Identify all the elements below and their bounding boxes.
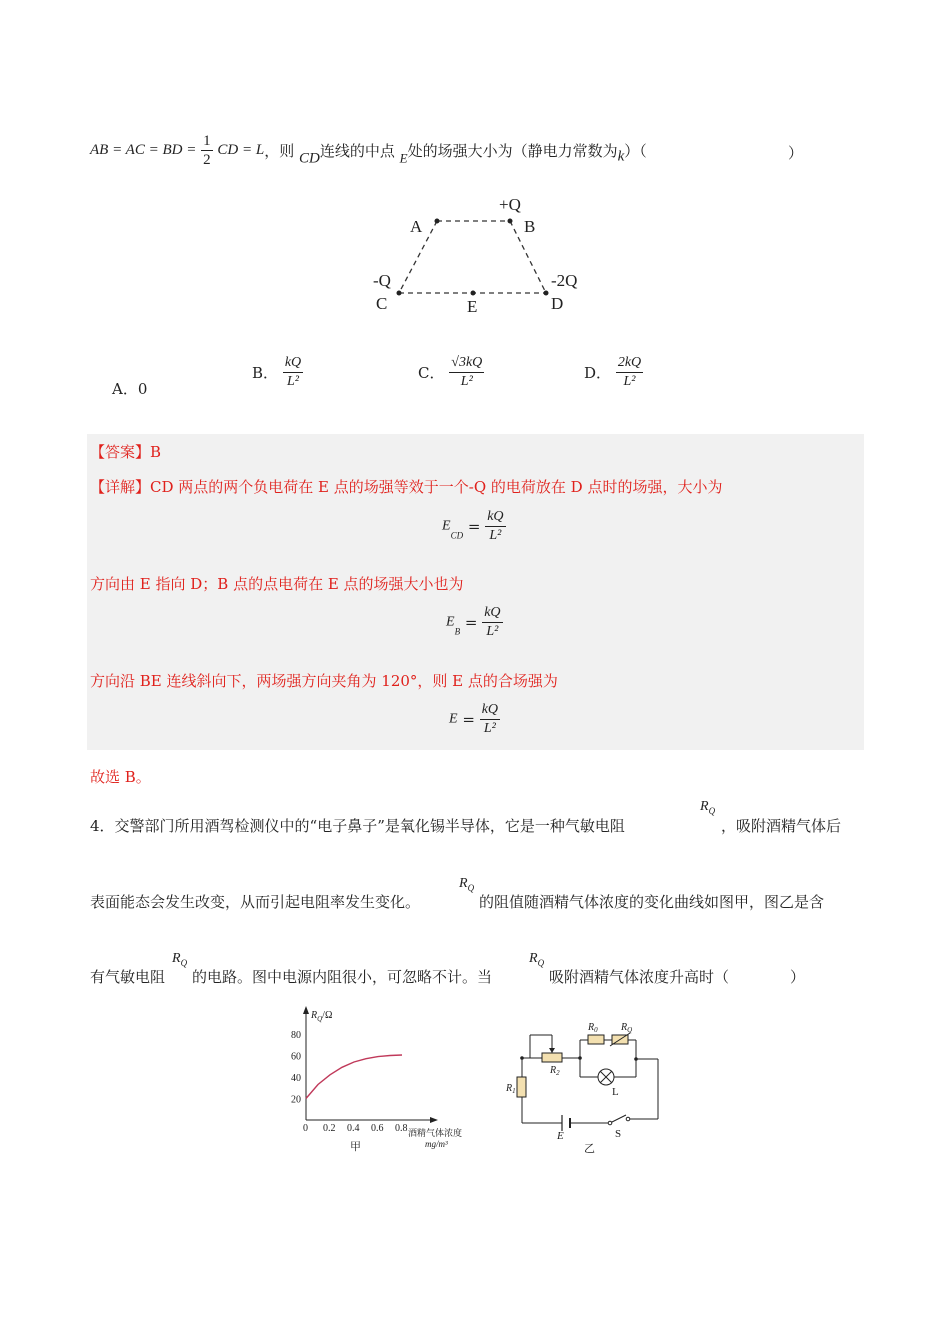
conclusion: 故选 B。	[90, 768, 151, 786]
y-tick-label: 20	[291, 1094, 301, 1106]
q4-line-3c: 吸附酒精气体浓度升高时（	[549, 968, 730, 986]
q4-line-2b: 的阻值随酒精气体浓度的变化曲线如图甲，图乙是含	[479, 893, 825, 911]
rq4-q: Q	[537, 957, 545, 968]
option-b-num: kQ	[283, 354, 303, 373]
q3-stem-line	[90, 132, 647, 172]
stem-var-e: E	[399, 150, 408, 166]
q4-line1-b: ，吸附酒精气体后	[721, 817, 842, 835]
option-b-den: L²	[286, 374, 299, 389]
rq2-q: Q	[467, 882, 475, 893]
y-axis-arrow	[303, 1006, 309, 1014]
q4-line-3b: 的电路。图中电源内阻很小，可忽略不计。当	[192, 968, 493, 986]
option-c-letter: C．	[418, 364, 445, 382]
circuit-caption: 乙	[584, 1142, 595, 1155]
rq3-r: R	[172, 951, 181, 966]
answer-value: B	[150, 443, 162, 461]
x-tick-label: 0.4	[347, 1123, 360, 1134]
detail-label: 【详解】	[90, 478, 151, 496]
q4-line-1	[90, 815, 625, 836]
q4-line-3a: 有气敏电阻	[90, 968, 166, 986]
rq1-q: Q	[708, 805, 716, 816]
y-tick-label: 80	[291, 1030, 301, 1041]
stem-equation-right: CD = L	[217, 142, 265, 158]
eq2-fraction	[482, 604, 502, 641]
label-plus-q: +Q	[499, 195, 521, 214]
eq2-equals: =	[464, 613, 478, 632]
detail-text-1: CD 两点的两个负电荷在 E 点的场强等效于一个-Q 的电荷放在 D 点时的场强，大小为	[150, 478, 723, 496]
equation-e-b	[446, 604, 503, 641]
eq3-lhs: E	[449, 711, 458, 727]
label-minus-2q: -2Q	[551, 271, 578, 290]
x-axis-label: 酒精气体浓度	[408, 1129, 463, 1139]
option-d-fraction	[616, 354, 643, 391]
eq3-equals: =	[462, 710, 475, 729]
eq1-lhs: E	[442, 518, 451, 534]
eq1-fraction	[485, 508, 505, 545]
eq2-den: L²	[486, 624, 499, 639]
option-b[interactable]	[252, 354, 303, 391]
label-b: B	[524, 217, 536, 236]
x-axis-arrow	[430, 1117, 438, 1123]
rq4-r: R	[529, 951, 538, 966]
x-tick-label: 0.6	[371, 1123, 384, 1134]
x-tick-label: 0.8	[395, 1123, 408, 1134]
q4-line-2a: 表面能态会发生改变，从而引起电阻率发生变化。	[90, 893, 421, 911]
q4-line-3d: ）	[790, 968, 806, 986]
y-tick-label: 60	[291, 1051, 301, 1063]
x-tick-label: 0.2	[323, 1123, 336, 1134]
option-d-den: L²	[623, 374, 636, 389]
r2-slider-arrow	[549, 1048, 555, 1053]
label-lamp: L	[612, 1086, 619, 1098]
label-switch: S	[615, 1128, 622, 1140]
y-axis-label: $R_Q/\Omega$	[311, 1010, 333, 1023]
detail-line-2: 方向由 E 指向 D；B 点的点电荷在 E 点的场强大小也为	[90, 575, 464, 593]
label-minus-q: -Q	[373, 271, 391, 290]
equation-e-cd	[442, 508, 506, 545]
q4-line1-a: 交警部门所用酒驾检测仪中的“电子鼻子”是氧化锡半导体，它是一种气敏电阻	[114, 817, 625, 835]
stem-text-4: ）（	[624, 142, 647, 160]
rq-concentration-chart	[282, 1002, 492, 1154]
eq3-den: L²	[483, 721, 496, 736]
option-a-letter: A．	[112, 380, 138, 398]
eq1-sub: CD	[450, 530, 464, 541]
point-e	[471, 291, 476, 296]
eq2-lhs: E	[446, 614, 455, 630]
circuit-diagram	[500, 1015, 670, 1157]
eq3-num: kQ	[480, 701, 500, 720]
point-a	[435, 219, 440, 224]
r2-resistor	[542, 1053, 562, 1062]
label-r1: $R_1$	[506, 1083, 516, 1095]
rq1-r: R	[700, 799, 709, 814]
rq-symbol-3	[172, 951, 187, 968]
option-a[interactable]	[112, 378, 147, 399]
option-b-fraction	[283, 354, 303, 391]
point-c	[397, 291, 402, 296]
half-numerator: 1	[203, 133, 211, 149]
option-d[interactable]	[584, 354, 643, 391]
option-c-num: √3kQ	[449, 354, 484, 373]
eq2-num: kQ	[482, 604, 502, 623]
half-denominator: 2	[203, 152, 211, 168]
label-source: E	[557, 1130, 564, 1142]
y-tick-label: 40	[291, 1073, 301, 1084]
r1-resistor	[517, 1077, 526, 1097]
option-c-den: L²	[460, 374, 473, 389]
chart-caption: 甲	[350, 1140, 361, 1153]
rq-symbol-4	[529, 951, 544, 968]
eq2-sub: B	[454, 626, 461, 637]
option-d-letter: D．	[584, 364, 612, 382]
r0-resistor	[588, 1035, 604, 1044]
label-a: A	[410, 217, 423, 236]
x-tick-label: 0	[303, 1123, 308, 1134]
stem-equation-left: AB = AC = BD =	[90, 142, 197, 158]
label-rq: $R_Q$	[621, 1022, 633, 1034]
eq1-den: L²	[489, 528, 502, 543]
rq-curve	[306, 1055, 402, 1099]
stem-var-cd: CD	[299, 150, 320, 167]
stem-text-2: 连线的中点	[319, 142, 395, 160]
label-d: D	[551, 294, 564, 313]
label-r0: $R_0$	[588, 1022, 598, 1034]
eq3-fraction	[480, 701, 500, 738]
stem-text-3: 处的场强大小为（静电力常数为	[407, 142, 618, 160]
stem-text-1: ，则	[264, 142, 295, 160]
option-a-value: 0	[137, 380, 148, 398]
q4-number: 4．	[90, 817, 115, 835]
rq2-r: R	[459, 876, 468, 891]
detail-line-3: 方向沿 BE 连线斜向下，两场强方向夹角为 120°，则 E 点的合场强为	[90, 672, 558, 690]
answer-label: 【答案】	[90, 443, 151, 461]
option-c-fraction	[449, 354, 484, 391]
stem-var-k: k	[617, 148, 625, 165]
point-d	[544, 291, 549, 296]
rq3-q: Q	[180, 957, 188, 968]
label-c: C	[376, 294, 388, 313]
answer-line	[90, 441, 161, 462]
option-c[interactable]	[418, 354, 484, 391]
rq-symbol-1	[700, 799, 715, 816]
eq1-equals: =	[467, 517, 481, 536]
charge-trapezoid-figure	[360, 188, 600, 318]
label-e: E	[467, 297, 478, 316]
x-axis-unit: mg/m³	[425, 1139, 448, 1149]
eq1-num: kQ	[485, 508, 505, 527]
stem-close-paren: ）	[788, 144, 804, 162]
stem-half-fraction	[201, 132, 213, 169]
equation-e	[449, 701, 500, 738]
label-r2: $R_2$	[550, 1065, 560, 1077]
option-b-letter: B．	[252, 364, 279, 382]
detail-line-1	[90, 476, 722, 497]
option-d-num: 2kQ	[616, 354, 643, 373]
rq-symbol-2	[459, 876, 474, 893]
point-b	[508, 219, 513, 224]
